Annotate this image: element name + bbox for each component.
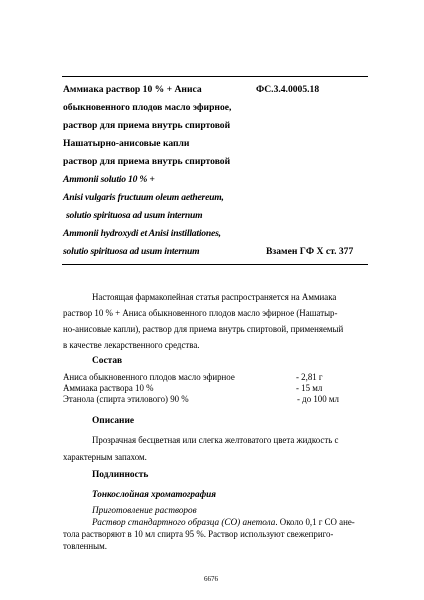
intro-line-3: но-анисовые капли), раствор для приема внутрь спиртовой, применяемый [63, 324, 344, 334]
intro-line-1: Настоящая фармакопейная статья распространяется на Аммиака [92, 292, 337, 302]
title-line-5: раствор для приема внутрь спиртовой [63, 156, 231, 167]
standard-line-2: тола растворяют в 10 мл спирта 95 %. Раствор используют свежеприго- [63, 529, 334, 539]
composition-heading: Состав [92, 356, 123, 366]
latin-line-2: Anisi vulgaris fructuum oleum aethereum, [63, 192, 224, 203]
latin-line-5: solutio spirituosa ad usum internum [63, 246, 200, 257]
title-line-4: Нашатырно-анисовые капли [63, 138, 190, 149]
title-line-3: раствор для приема внутрь спиртовой [63, 120, 231, 131]
description-line-2: характерным запахом. [63, 452, 147, 462]
intro-line-2: раствор 10 % + Аниса обыкновенного плодов масло эфирное (Нашатыр- [63, 308, 338, 318]
composition-row-1-amount: - 2,81 г [296, 372, 323, 382]
description-heading: Описание [92, 416, 135, 426]
standard-line-3: товленным. [63, 541, 107, 551]
header-bottom-rule [62, 264, 368, 265]
title-line-1: Аммиака раствор 10 % + Аниса [63, 84, 202, 95]
prep-heading: Приготовление растворов [92, 505, 197, 515]
latin-line-1: Ammonii solutio 10 % + [63, 174, 155, 185]
composition-row-3-name: Этанола (спирта этилового) 90 % [63, 394, 189, 404]
page-number: 6676 [204, 575, 218, 583]
latin-line-4: Ammonii hydroxydi et Anisi instillationes, [63, 228, 221, 239]
standard-text-1: . Около 0,1 г СО ане- [275, 517, 355, 527]
composition-row-1-name: Аниса обыкновенного плодов масло эфирное [63, 372, 235, 382]
description-line-1: Прозрачная бесцветная или слегка желтоватого цвета жидкость с [92, 435, 339, 445]
composition-row-2-amount: - 15 мл [296, 383, 323, 393]
title-line-2: обыкновенного плодов масло эфирное, [63, 102, 232, 113]
authenticity-heading: Подлинность [92, 470, 149, 480]
header-top-rule [62, 76, 368, 77]
replaces-note: Взамен ГФ Х ст. 377 [266, 246, 354, 257]
latin-line-3: solutio spirituosa ad usum internum [66, 210, 203, 221]
composition-row-3-amount: - до 100 мл [297, 394, 339, 404]
standard-label: Раствор стандартного образца (СО) анетола [92, 517, 276, 527]
monograph-code: ФС.3.4.0005.18 [256, 84, 320, 95]
composition-row-2-name: Аммиака раствора 10 % [63, 383, 154, 393]
tlc-heading: Тонкослойная хроматография [92, 489, 217, 499]
intro-line-4: в качестве лекарственного средства. [63, 340, 200, 350]
